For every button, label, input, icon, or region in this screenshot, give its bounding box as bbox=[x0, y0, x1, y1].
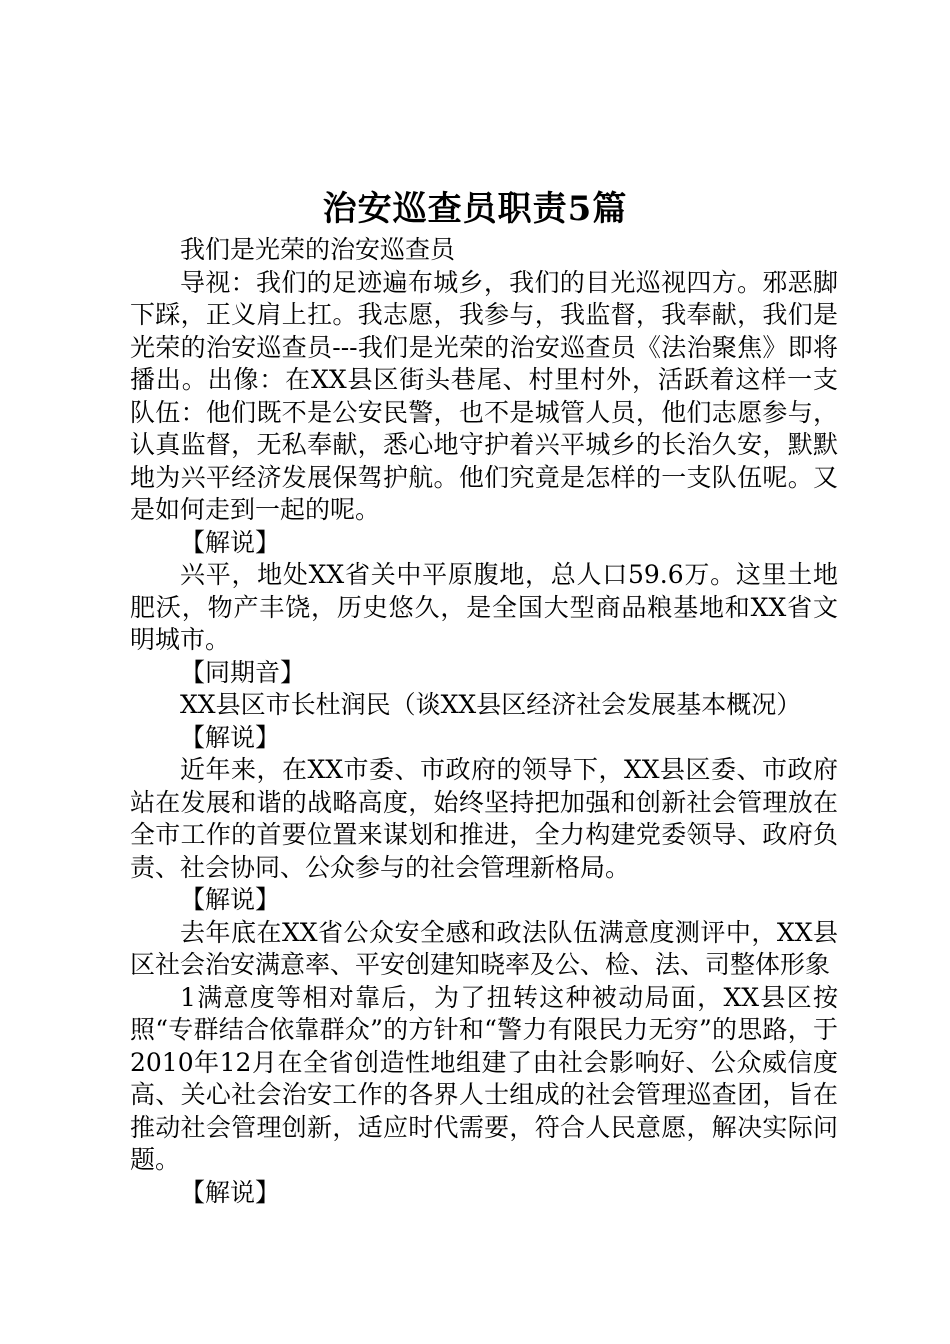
paragraph-heading: 我们是光荣的治安巡查员 bbox=[180, 235, 456, 264]
section-tag-narration: 【解说】 bbox=[180, 885, 281, 914]
section-tag-narration: 【解说】 bbox=[180, 1177, 281, 1207]
paragraph-xingping: 兴平，地处XX省关中平原腹地，总人口59.6万。这里土地肥沃，物产丰饶，历史悠久，是全国大型商品粮基地和XX省文明城市。 bbox=[130, 560, 838, 654]
paragraph-survey: 去年底在XX省公众安全感和政法队伍满意度测评中，XX县区社会治安满意率、平安创建知晓率及公、检、法、司整体形象 bbox=[130, 917, 838, 979]
paragraph-intro: 导视：我们的足迹遍布城乡，我们的目光巡视四方。邪恶脚下踩，正义肩上扛。我志愿，我参与，我监督，我奉献，我们是光荣的治安巡查员---我们是光荣的治安巡查员《法治聚焦》即将播出。出像：在XX县区街头巷尾、村里村外，活跃着这样一支队伍：他们既不是公安民警，也不是城管人员，他们志愿参与，认真监督，无私奉献，悉心地守护着兴平城乡的长治久安，默默地为兴平经济发展保驾护航。他们究竟是怎样的一支队伍呢。又是如何走到一起的呢。 bbox=[130, 267, 838, 524]
section-tag-narration: 【解说】 bbox=[180, 527, 281, 557]
section-tag-sync-sound: 【同期音】 bbox=[180, 657, 306, 687]
paragraph-recent-years: 近年来，在XX市委、市政府的领导下，XX县区委、市政府站在发展和谐的战略高度，始终坚持把加强和创新社会管理放在全市工作的首要位置来谋划和推进，全力构建党委领导、政府负责、社会协同、公众参与的社会管理新格局。 bbox=[130, 755, 838, 882]
paragraph-patrol-group: 1满意度等相对靠后，为了扭转这种被动局面，XX县区按照“专群结合依靠群众”的方针和“警力有限民力无穷”的思路，于2010年12月在全省创造性地组建了由社会影响好、公众威信度高、关心社会治安工作的各界人士组成的社会管理巡查团，旨在推动社会管理创新，适应时代需要，符合人民意愿，解决实际问题。 bbox=[130, 982, 838, 1174]
section-tag-narration: 【解说】 bbox=[180, 722, 281, 752]
paragraph-mayor: XX县区市长杜润民（谈XX县区经济社会发展基本概况） bbox=[180, 690, 802, 719]
document-body bbox=[130, 234, 838, 1209]
document-title: 治安巡查员职责5篇 bbox=[322, 189, 628, 229]
